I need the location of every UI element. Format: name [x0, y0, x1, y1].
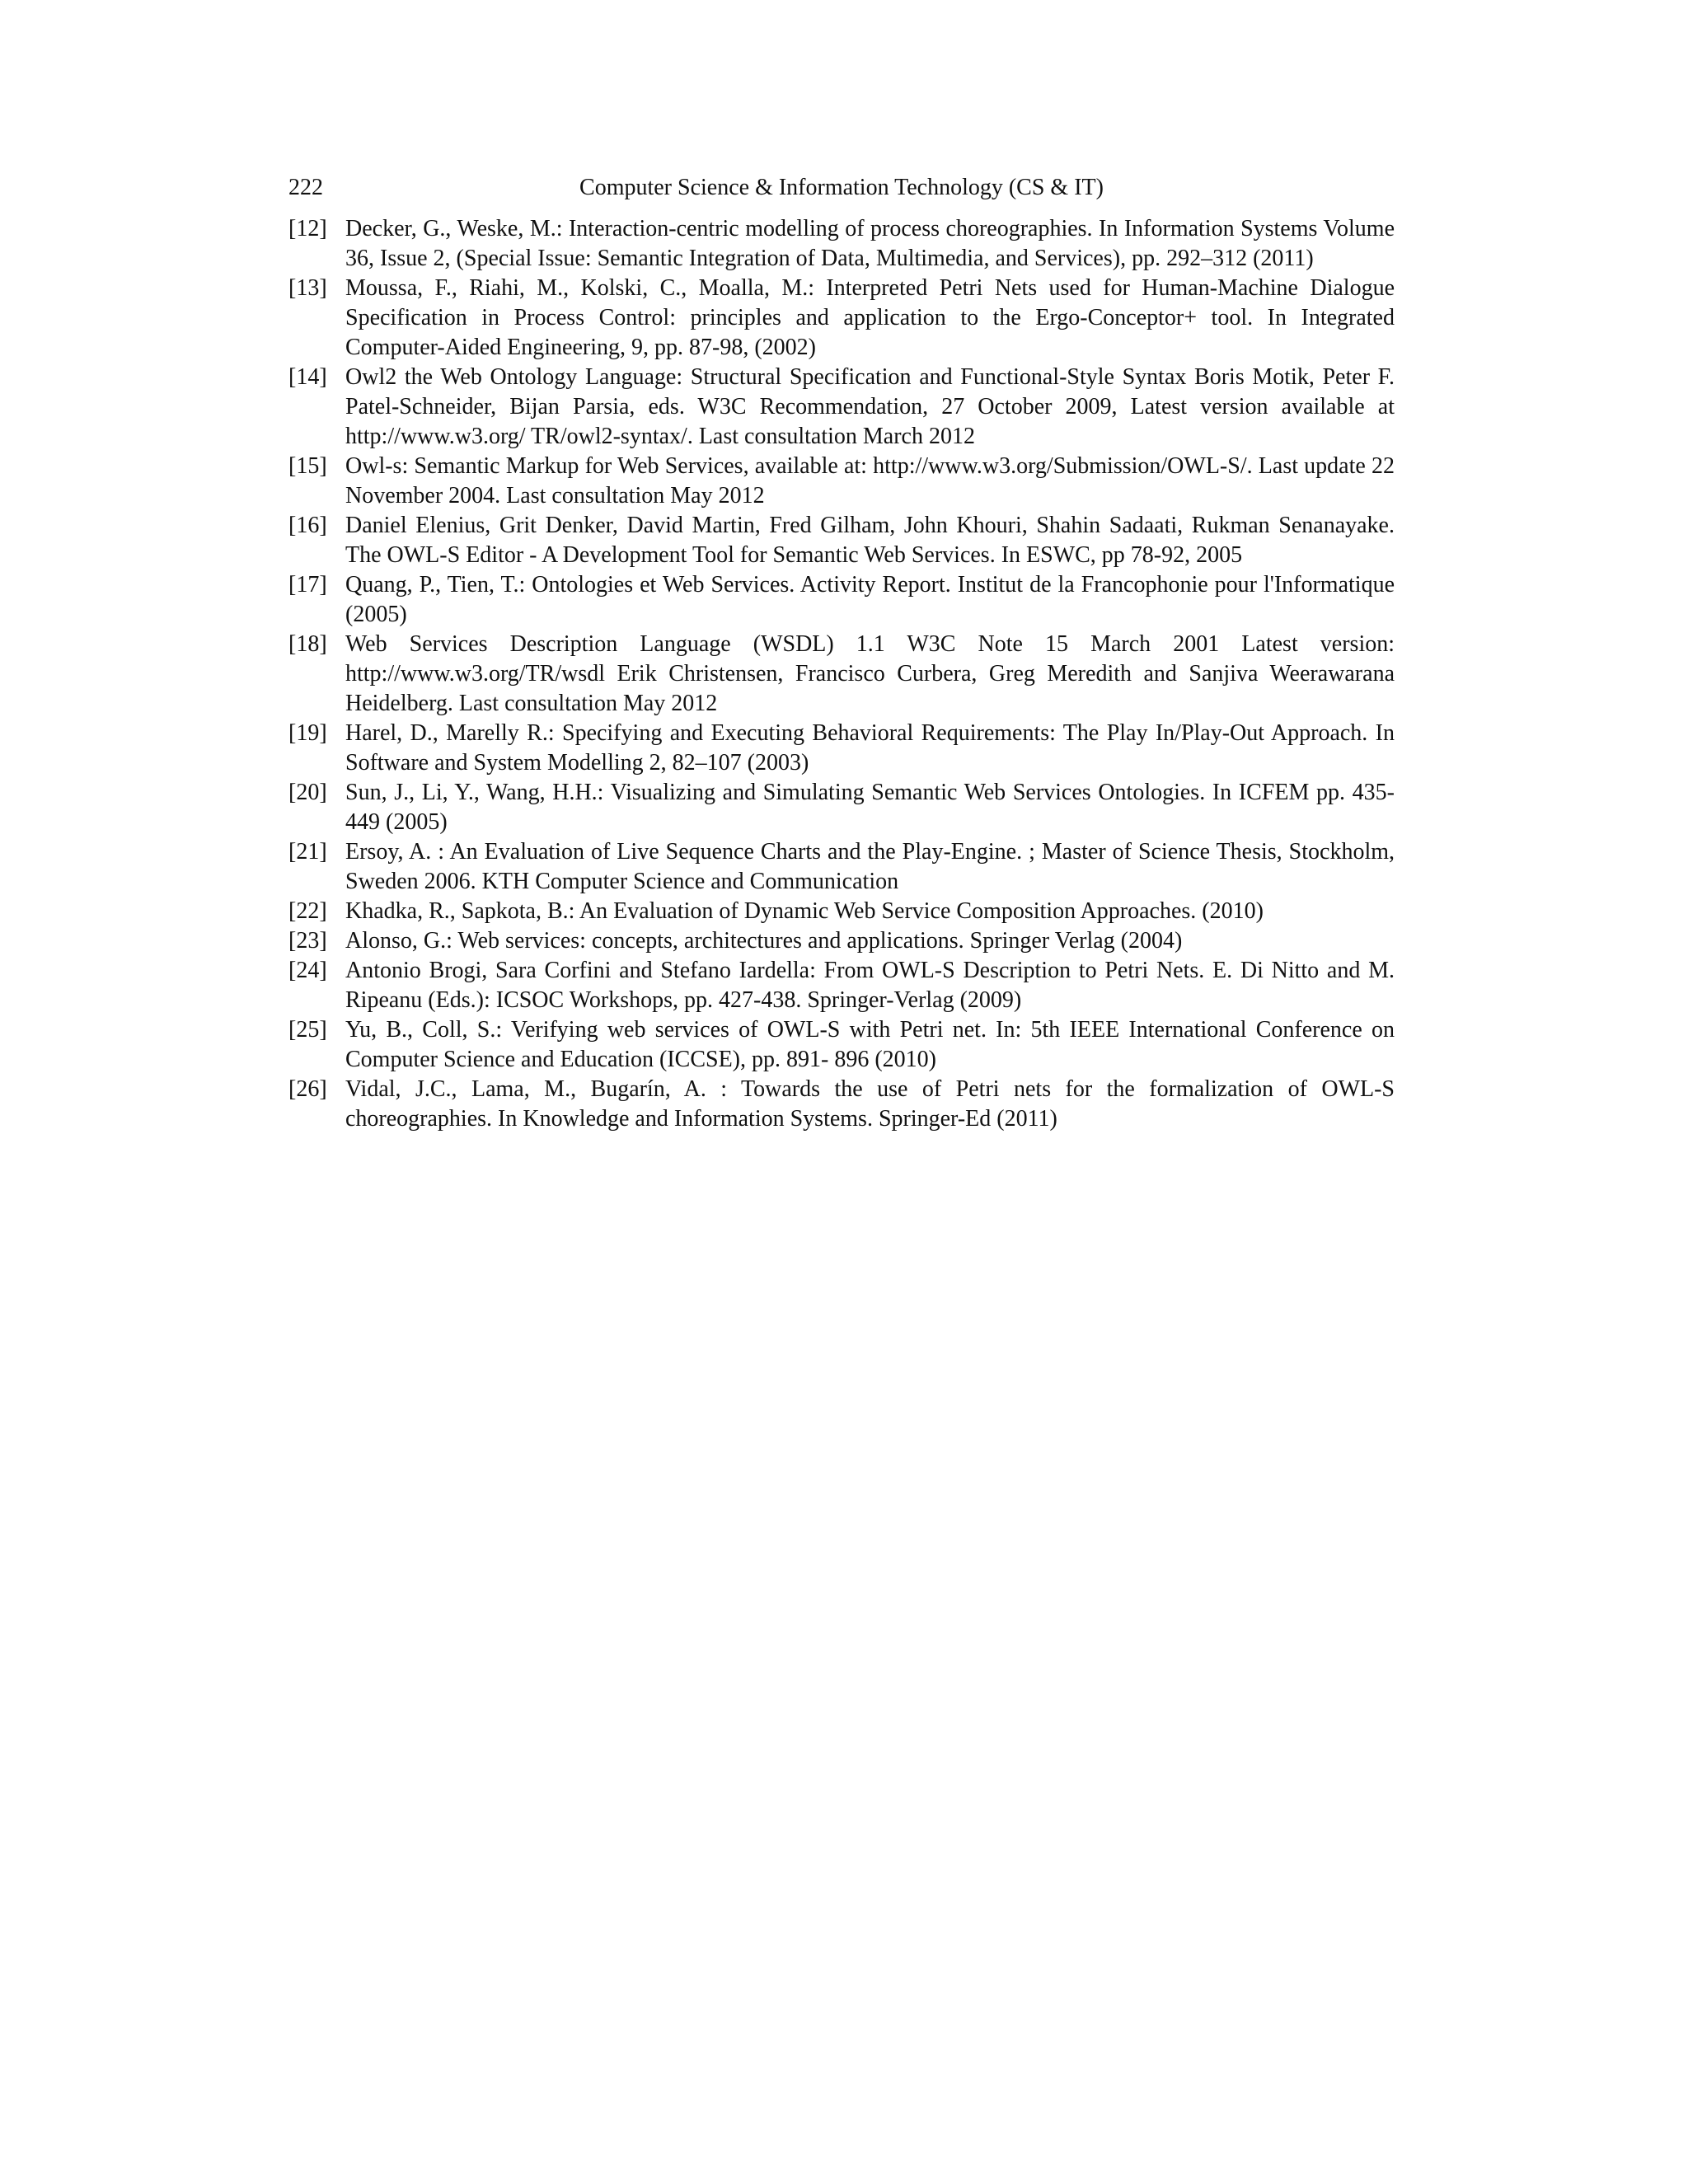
reference-item — [288, 452, 1395, 511]
reference-text: Sun, J., Li, Y., Wang, H.H.: Visualizing and Simulating Semantic Web Services Ontologies. In ICFEM pp. 435-449 (2005) — [345, 780, 1395, 835]
reference-number: [16] — [288, 513, 327, 538]
reference-item — [288, 956, 1395, 1015]
page-header — [288, 171, 1395, 204]
reference-number: [25] — [288, 1017, 327, 1043]
reference-number: [26] — [288, 1076, 327, 1102]
reference-item — [288, 363, 1395, 452]
reference-number: [24] — [288, 958, 327, 983]
reference-number: [20] — [288, 780, 327, 805]
reference-number: [21] — [288, 839, 327, 865]
reference-text: Vidal, J.C., Lama, M., Bugarín, A. : Towards the use of Petri nets for the formalization of OWL-S choreographies. In Knowledge and Information Systems. Springer-Ed (2011) — [345, 1076, 1395, 1132]
reference-item — [288, 570, 1395, 630]
reference-item — [288, 926, 1395, 956]
page-number: 222 — [288, 175, 323, 200]
reference-number: [15] — [288, 453, 327, 479]
reference-number: [22] — [288, 898, 327, 924]
reference-number: [23] — [288, 928, 327, 954]
reference-number: [14] — [288, 364, 327, 390]
reference-item — [288, 837, 1395, 897]
reference-text: Owl-s: Semantic Markup for Web Services, available at: http://www.w3.org/Submission/OWL-S/. Last update 22 November 2004. Last consultation May 2012 — [345, 453, 1395, 509]
reference-text: Owl2 the Web Ontology Language: Structural Specification and Functional-Style Syntax Boris Motik, Peter F. Patel-Schneider, Bijan Parsia, eds. W3C Recommendation, 27 October 2009, Latest version available at http://www.w3.org/ TR/owl2-syntax/. Last consultation March 2012 — [345, 364, 1395, 449]
reference-number: [13] — [288, 275, 327, 301]
reference-text: Quang, P., Tien, T.: Ontologies et Web Services. Activity Report. Institut de la Francophonie pour l'Informatique (2005) — [345, 572, 1395, 627]
reference-item — [288, 778, 1395, 837]
reference-list — [288, 214, 1395, 1134]
reference-text: Antonio Brogi, Sara Corfini and Stefano Iardella: From OWL-S Description to Petri Nets. E. Di Nitto and M. Ripeanu (Eds.): ICSOC Workshops, pp. 427-438. Springer-Verlag (2009) — [345, 958, 1395, 1013]
reference-number: [18] — [288, 631, 327, 657]
reference-text: Khadka, R., Sapkota, B.: An Evaluation of Dynamic Web Service Composition Approaches. (2010) — [345, 898, 1264, 924]
running-title: Computer Science & Information Technology (CS & IT) — [579, 175, 1104, 200]
reference-item — [288, 1075, 1395, 1134]
reference-item — [288, 214, 1395, 274]
reference-number: [12] — [288, 216, 327, 241]
reference-item — [288, 897, 1395, 926]
reference-item — [288, 274, 1395, 363]
reference-text: Harel, D., Marelly R.: Specifying and Executing Behavioral Requirements: The Play In/Play-Out Approach. In Software and System Modelling 2, 82–107 (2003) — [345, 720, 1395, 776]
reference-item — [288, 719, 1395, 778]
reference-text: Ersoy, A. : An Evaluation of Live Sequence Charts and the Play-Engine. ; Master of Science Thesis, Stockholm, Sweden 2006. KTH Computer Science and Communication — [345, 839, 1395, 894]
reference-text: Web Services Description Language (WSDL) 1.1 W3C Note 15 March 2001 Latest version: http://www.w3.org/TR/wsdl Erik Christensen, Francisco Curbera, Greg Meredith and Sanjiva Weerawarana Heidelberg. Last consultation May 2012 — [345, 631, 1395, 716]
reference-number: [19] — [288, 720, 327, 746]
reference-item — [288, 630, 1395, 719]
reference-text: Moussa, F., Riahi, M., Kolski, C., Moalla, M.: Interpreted Petri Nets used for Human-Machine Dialogue Specification in Process Control: principles and application to the Ergo-Conceptor+ tool. In Integrated Computer-Aided Engineering, 9, pp. 87-98, (2002) — [345, 275, 1395, 360]
reference-item — [288, 511, 1395, 570]
reference-item — [288, 1015, 1395, 1075]
reference-text: Yu, B., Coll, S.: Verifying web services of OWL-S with Petri net. In: 5th IEEE International Conference on Computer Science and Education (ICCSE), pp. 891- 896 (2010) — [345, 1017, 1395, 1072]
reference-text: Daniel Elenius, Grit Denker, David Martin, Fred Gilham, John Khouri, Shahin Sadaati, Rukman Senanayake. The OWL-S Editor - A Development Tool for Semantic Web Services. In ESWC, pp 78-92, 2005 — [345, 513, 1395, 568]
reference-number: [17] — [288, 572, 327, 598]
reference-text: Alonso, G.: Web services: concepts, architectures and applications. Springer Verlag (2004) — [345, 928, 1183, 954]
reference-text: Decker, G., Weske, M.: Interaction-centric modelling of process choreographies. In Information Systems Volume 36, Issue 2, (Special Issue: Semantic Integration of Data, Multimedia, and Services), pp. 292–312 (2011) — [345, 216, 1395, 271]
